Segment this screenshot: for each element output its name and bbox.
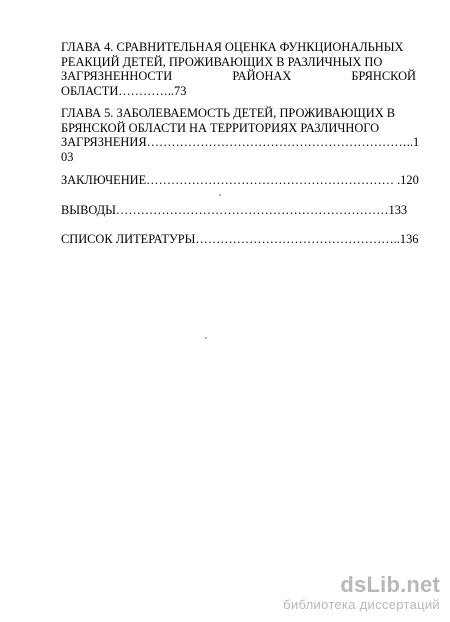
toc-line: ЗАКЛЮЧЕНИЕ…………………………………………………… .120 <box>61 173 419 187</box>
toc-entry-chapter-5 <box>61 106 419 164</box>
toc-line: СПИСОК ЛИТЕРАТУРЫ…………………………………………..136 <box>61 232 419 246</box>
toc-line: ГЛАВА 5. ЗАБОЛЕВАЕМОСТЬ ДЕТЕЙ, ПРОЖИВАЮЩИХ В <box>61 106 396 120</box>
toc-entry-chapter-4 <box>61 40 416 98</box>
scan-speck <box>205 337 207 339</box>
toc-line: 03 <box>61 149 74 164</box>
toc-word: ЗАГРЯЗНЕННОСТИ <box>61 69 173 84</box>
scan-speck <box>219 194 221 196</box>
toc-word: БРЯНСКОЙ <box>351 69 416 84</box>
toc-line <box>61 69 416 84</box>
watermark-brand: dsLib.net <box>340 572 440 597</box>
toc-line: БРЯНСКОЙ ОБЛАСТИ НА ТЕРРИТОРИЯХ РАЗЛИЧНОГО <box>61 120 380 135</box>
toc-line: ВЫВОДЫ…………………………………………………………133 <box>61 203 408 217</box>
watermark-tagline: библиотека диссертаций <box>283 597 440 612</box>
watermark <box>240 573 440 613</box>
toc-line: РЕАКЦИЙ ДЕТЕЙ, ПРОЖИВАЮЩИХ В РАЗЛИЧНЫХ ПО <box>61 54 383 69</box>
toc-word: РАЙОНАХ <box>232 69 292 84</box>
toc-line: ГЛАВА 4. СРАВНИТЕЛЬНАЯ ОЦЕНКА ФУНКЦИОНАЛЬНЫХ <box>61 40 404 54</box>
toc-entry-conclusion <box>61 173 419 188</box>
toc-line: ОБЛАСТИ…………..73 <box>61 83 187 98</box>
toc-entry-literature <box>61 232 418 247</box>
toc-line: ЗАГРЯЗНЕНИЯ………………………………………………………..1 <box>61 135 420 150</box>
toc-entry-findings <box>61 203 407 218</box>
